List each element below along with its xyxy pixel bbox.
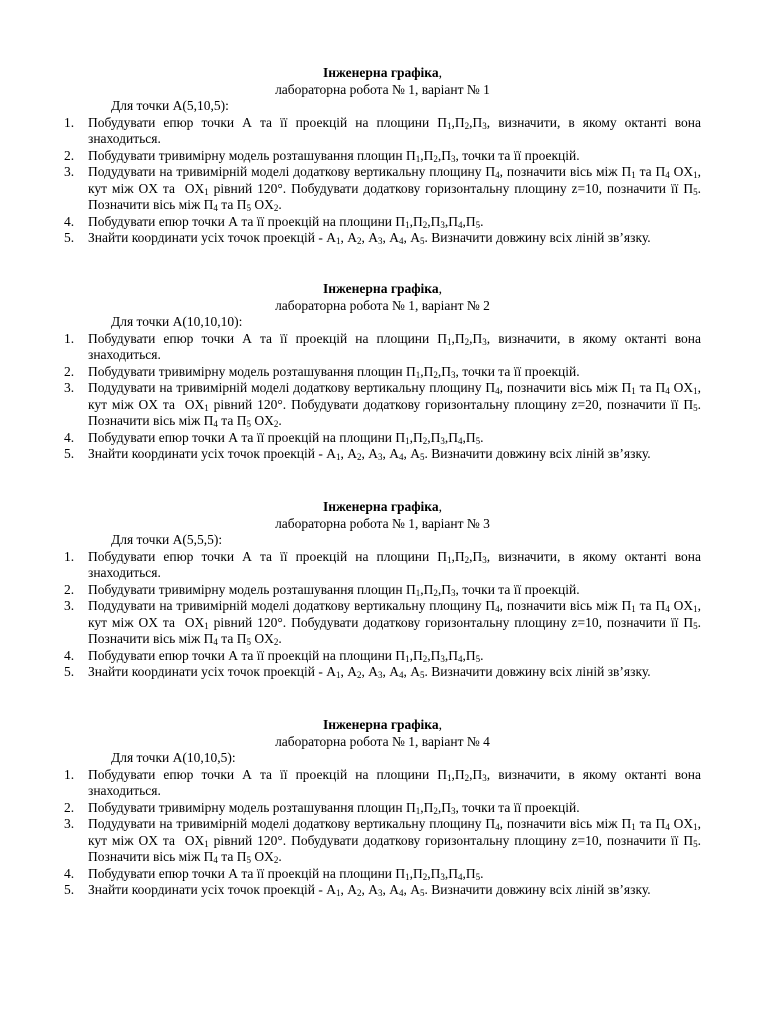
task-number: 4. [64, 429, 75, 445]
point-statement: Для точки А(10,10,10): [111, 314, 243, 329]
task-item [64, 598, 701, 648]
variant-title: Інженерна графіка, [323, 281, 442, 296]
task-number: 4. [64, 865, 75, 881]
task-item [64, 230, 701, 247]
task-number: 2. [64, 799, 75, 815]
task-text: Побудувати епюр точки А та її проекцій на площини $П_1,П_2,П_3,П_4,П_5$. [88, 429, 484, 446]
task-number: 3. [64, 816, 75, 831]
task-text: Знайти координати усіх точок проекцій - $А_1$, $А_2$, $А_3$, $А_4$, $А_5$. Визначити довжину всіх ліній звʼязку. [88, 664, 651, 680]
task-text: Побудувати тривимірну модель розташування площин $П_1,П_2,П_3$, точки та її проекцій. [88, 581, 580, 598]
task-item [64, 582, 701, 599]
task-text: Побудувати епюр точки А та її проекцій на площини $П_1,П_2,П_3,П_4,П_5$. [88, 647, 484, 664]
task-item [64, 364, 701, 381]
variant-subtitle: лабораторна робота № 1, варіант № 1 [275, 81, 490, 97]
task-number: 3. [64, 164, 75, 179]
task-number: 5. [64, 882, 75, 897]
task-text: Побудувати епюр точки А та її проекцій на площини $П_1,П_2,П_3,П_4,П_5$. [88, 865, 484, 882]
variant-block-4 [64, 717, 701, 899]
task-number: 5. [64, 664, 75, 679]
task-text: Подудувати на тривимірній моделі додаткову вертикальну площину $П_4$, позначити вісь між $П_1$ та $П_4$ $OX_1$, кут між OX та $OX_1$ рівний 120°. Побудувати додаткову горизонтальну площину z=10, позначити її $П_5$. Позначити вісь між $П_4$ та $П_5$ $OX_2$. [88, 598, 701, 647]
task-text: Знайти координати усіх точок проекцій - $А_1$, $А_2$, $А_3$, $А_4$, $А_5$. Визначити довжину всіх ліній звʼязку. [88, 882, 651, 898]
variant-title: Інженерна графіка, [323, 499, 442, 514]
task-text: Подудувати на тривимірній моделі додаткову вертикальну площину $П_4$, позначити вісь між $П_1$ та $П_4$ $OX_1$, кут між OX та $OX_1$ рівний 120°. Побудувати додаткову горизонтальну площину z=20, позначити її $П_5$. Позначити вісь між $П_4$ та $П_5$ $OX_2$. [88, 380, 701, 429]
variant-subtitle: лабораторна робота № 1, варіант № 4 [275, 733, 490, 749]
task-text: Побудувати епюр точки А та її проекцій на площини $П_1,П_2,П_3$, визначити, в якому октанті вона знаходиться. [88, 330, 701, 362]
point-statement: Для точки А(5,5,5): [111, 532, 223, 547]
task-number: 3. [64, 380, 75, 395]
variant-title: Інженерна графіка, [323, 65, 442, 80]
task-item [64, 331, 701, 364]
task-item [64, 882, 701, 899]
task-text: Подудувати на тривимірній моделі додаткову вертикальну площину $П_4$, позначити вісь між $П_1$ та $П_4$ $OX_1$, кут між OX та $OX_1$ рівний 120°. Побудувати додаткову горизонтальну площину z=10, позначити її $П_5$. Позначити вісь між $П_4$ та $П_5$ $OX_2$. [88, 816, 701, 865]
point-statement: Для точки А(5,10,5): [111, 98, 229, 113]
task-number: 5. [64, 446, 75, 461]
task-number: 2. [64, 363, 75, 379]
task-item [64, 549, 701, 582]
task-item [64, 430, 701, 447]
variant-subtitle: лабораторна робота № 1, варіант № 2 [275, 297, 490, 313]
task-list [64, 767, 701, 899]
task-list [64, 115, 701, 247]
task-text: Побудувати тривимірну модель розташування площин $П_1,П_2,П_3$, точки та її проекцій. [88, 363, 580, 380]
task-item [64, 446, 701, 463]
task-text: Побудувати епюр точки А та її проекцій на площини $П_1,П_2,П_3,П_4,П_5$. [88, 213, 484, 230]
task-item [64, 148, 701, 165]
variant-block-3 [64, 499, 701, 681]
task-item [64, 800, 701, 817]
variant-title: Інженерна графіка, [323, 717, 442, 732]
task-text: Побудувати тривимірну модель розташування площин $П_1,П_2,П_3$, точки та її проекцій. [88, 799, 580, 816]
task-number: 4. [64, 213, 75, 229]
task-text: Побудувати епюр точки А та її проекцій на площини $П_1,П_2,П_3$, визначити, в якому октанті вона знаходиться. [88, 766, 701, 798]
task-number: 5. [64, 230, 75, 245]
task-item [64, 115, 701, 148]
task-list [64, 549, 701, 681]
task-text: Побудувати епюр точки А та її проекцій на площини $П_1,П_2,П_3$, визначити, в якому октанті вона знаходиться. [88, 548, 701, 580]
task-text: Знайти координати усіх точок проекцій - $А_1$, $А_2$, $А_3$, $А_4$, $А_5$. Визначити довжину всіх ліній звʼязку. [88, 446, 651, 462]
task-item [64, 664, 701, 681]
task-number: 2. [64, 581, 75, 597]
task-item [64, 866, 701, 883]
task-item [64, 767, 701, 800]
task-item [64, 648, 701, 665]
task-text: Знайти координати усіх точок проекцій - $А_1$, $А_2$, $А_3$, $А_4$, $А_5$. Визначити довжину всіх ліній звʼязку. [88, 230, 651, 246]
task-item [64, 380, 701, 430]
task-text: Подудувати на тривимірній моделі додаткову вертикальну площину $П_4$, позначити вісь між $П_1$ та $П_4$ $OX_1$, кут між OX та $OX_1$ рівний 120°. Побудувати додаткову горизонтальну площину z=10, позначити її $П_5$. Позначити вісь між $П_4$ та $П_5$ $OX_2$. [88, 164, 701, 213]
task-item [64, 164, 701, 214]
task-number: 3. [64, 598, 75, 613]
task-item [64, 214, 701, 231]
point-statement: Для точки А(10,10,5): [111, 750, 236, 765]
task-text: Побудувати тривимірну модель розташування площин $П_1,П_2,П_3$, точки та її проекцій. [88, 147, 580, 164]
task-number: 1. [64, 330, 75, 346]
task-number: 1. [64, 114, 75, 130]
variant-subtitle: лабораторна робота № 1, варіант № 3 [275, 515, 490, 531]
variant-block-2 [64, 281, 701, 463]
task-item [64, 816, 701, 866]
task-number: 2. [64, 147, 75, 163]
task-number: 1. [64, 548, 75, 564]
variant-block-1 [64, 65, 701, 247]
task-number: 4. [64, 647, 75, 663]
task-number: 1. [64, 766, 75, 782]
task-text: Побудувати епюр точки А та її проекцій на площини $П_1,П_2,П_3$, визначити, в якому октанті вона знаходиться. [88, 114, 701, 146]
task-list [64, 331, 701, 463]
